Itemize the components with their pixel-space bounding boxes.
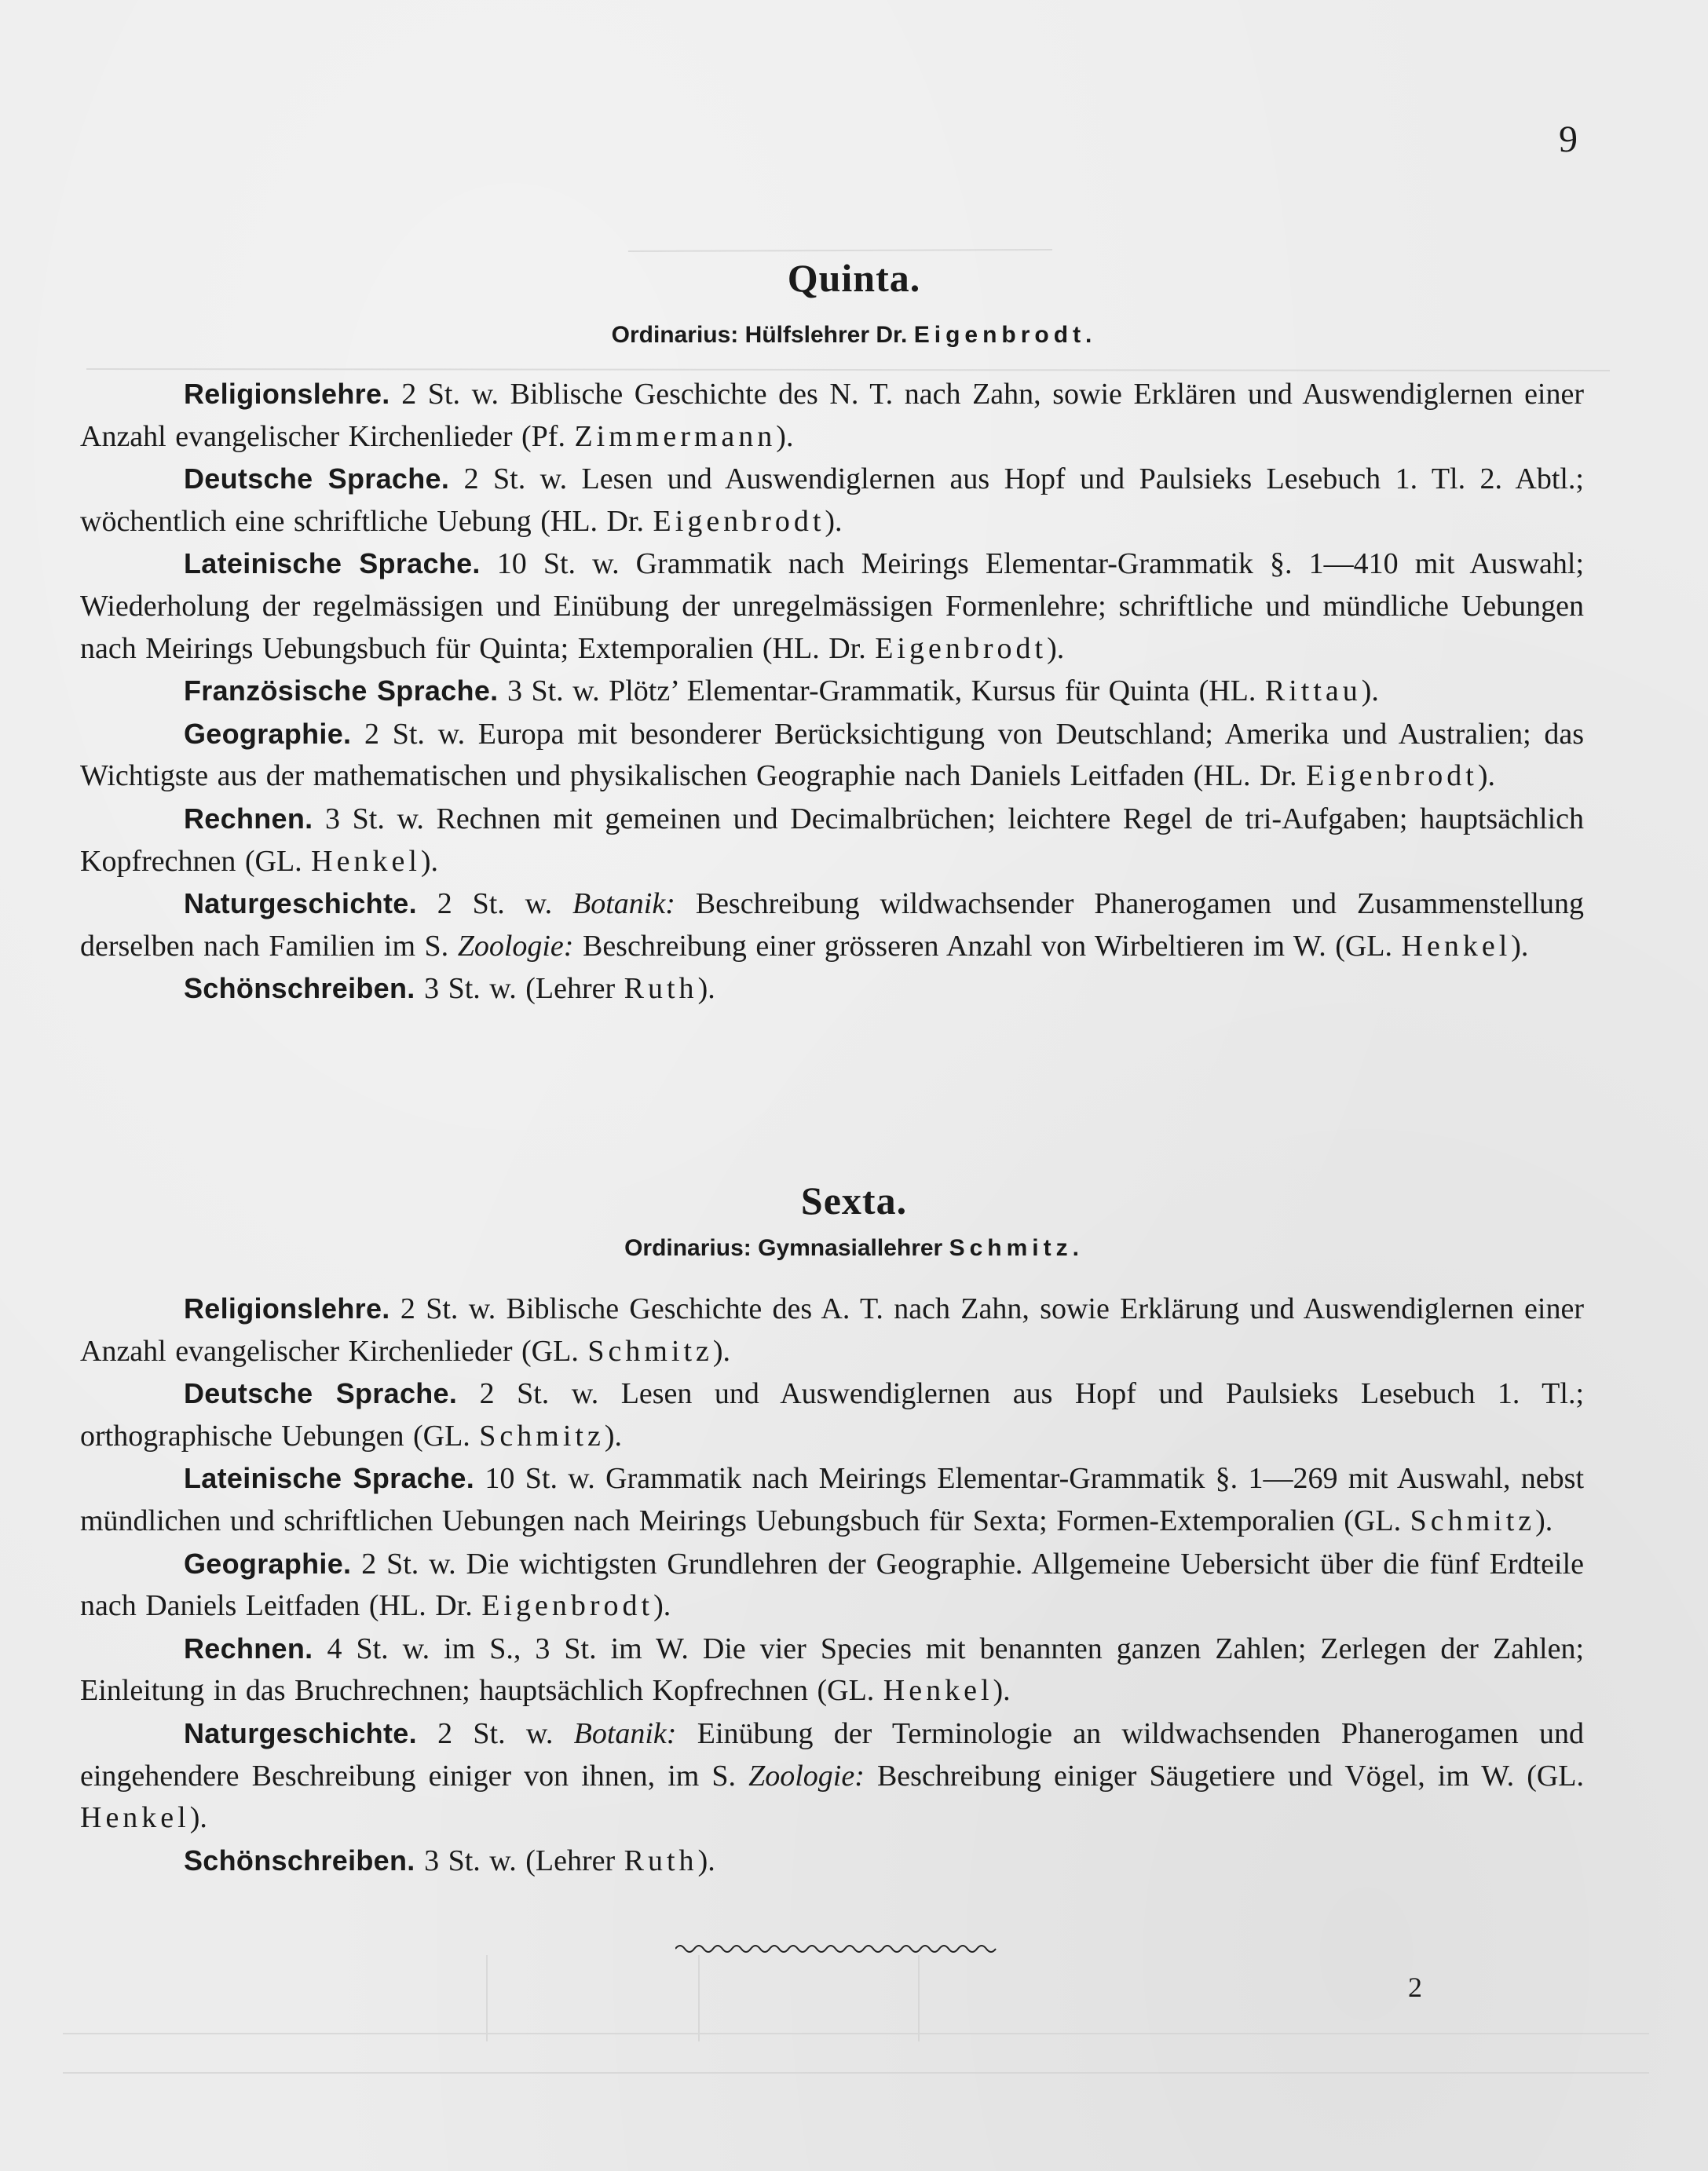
curriculum-paragraph <box>80 883 1584 967</box>
curriculum-paragraph <box>80 458 1584 543</box>
signature-mark: 2 <box>1408 1972 1422 2003</box>
paragraph-end: ). <box>1361 674 1379 708</box>
teacher-name: Eigenbrodt <box>875 631 1048 665</box>
italic-term: Botanik: <box>572 887 675 921</box>
paragraph-text: 3 St. w. Plötz’ Elementar-Grammatik, Kursus für Quinta (HL. <box>507 674 1256 708</box>
italic-term: Zoologie: <box>748 1759 865 1793</box>
paragraph-end: ). <box>1047 631 1065 665</box>
paragraph-text: 3 St. w. (Lehrer <box>424 1844 616 1877</box>
subject-heading: Geographie. <box>184 1547 352 1580</box>
teacher-name: Schmitz <box>587 1334 713 1368</box>
curriculum-paragraph <box>80 967 1584 1011</box>
paragraph-text: Beschreibung einiger Säugetiere und Vögel, im W. (GL. <box>876 1759 1584 1793</box>
ordinarius-sexta <box>0 1235 1708 1262</box>
paragraph-text: 2 St. w. Lesen und Auswendiglernen aus Hopf und Paulsieks Lesebuch 1. Tl. 2. Abtl.; wöchentlich eine schriftliche Uebung (HL. Dr. <box>80 462 1584 538</box>
paragraph-end: ). <box>189 1801 207 1835</box>
teacher-name: Eigenbrodt <box>1305 759 1478 793</box>
paragraph-end: ). <box>1511 929 1529 963</box>
italic-term: Botanik: <box>573 1716 677 1750</box>
teacher-name: Schmitz <box>1410 1504 1536 1537</box>
subject-heading: Schönschreiben. <box>184 972 415 1005</box>
curriculum-paragraph <box>80 798 1584 883</box>
sexta-curriculum <box>80 1288 1584 1882</box>
teacher-name: Henkel <box>883 1674 993 1708</box>
paragraph-end: ). <box>993 1674 1011 1708</box>
italic-term: Zoologie: <box>457 929 574 963</box>
subject-heading: Religionslehre. <box>184 378 390 410</box>
teacher-name: Schmitz <box>479 1419 605 1453</box>
paragraph-end: ). <box>776 419 794 453</box>
curriculum-paragraph <box>80 1457 1584 1542</box>
curriculum-paragraph <box>80 1628 1584 1712</box>
curriculum-paragraph <box>80 670 1584 713</box>
paragraph-text: 10 St. w. Grammatik nach Meirings Elementar-Grammatik §. 1—410 mit Auswahl; Wiederholung der regelmässigen und Einübung der unregelmässigen Formenlehre; schriftliche und mündliche Uebungen nach Meirings Uebungsbuch für Quinta; Extemporalien (HL. Dr. <box>80 547 1585 665</box>
section-title-sexta: Sexta. <box>800 1179 908 1223</box>
subject-heading: Deutsche Sprache. <box>184 462 450 495</box>
paragraph-end: ). <box>825 504 843 538</box>
subject-heading: Schönschreiben. <box>184 1844 415 1877</box>
paragraph-text: Beschreibung einer grösseren Anzahl von Wirbeltieren im W. (GL. <box>582 929 1393 963</box>
subject-heading: Naturgeschichte. <box>184 887 417 920</box>
wavy-divider-ornament <box>675 1943 997 1955</box>
curriculum-paragraph <box>80 1840 1584 1883</box>
paragraph-text-mid: Einübung der Terminologie an wildwachsenden Phanerogamen und eingehendere Beschreibung einiger von ihnen, im S. <box>80 1716 1585 1793</box>
subject-heading: Geographie. <box>184 717 352 750</box>
curriculum-paragraph <box>80 1288 1584 1372</box>
subject-heading: Französische Sprache. <box>184 674 499 707</box>
paragraph-text: 4 St. w. im S., 3 St. im W. Die vier Species mit benannten ganzen Zahlen; Zerlegen der Zahlen; Einleitung in das Bruchrechnen; hauptsächlich Kopfrechnen (GL. <box>80 1632 1585 1708</box>
curriculum-paragraph <box>80 373 1584 458</box>
teacher-name: Ruth <box>624 1844 698 1877</box>
curriculum-paragraph <box>80 1543 1584 1628</box>
teacher-name: Ruth <box>624 972 698 1006</box>
ordinarius-label: Ordinarius: <box>611 322 739 348</box>
ordinarius-label: Ordinarius: <box>624 1235 752 1261</box>
paragraph-text: 2 St. w. Biblische Geschichte des N. T. nach Zahn, sowie Erklären und Auswendiglernen einer Anzahl evangelischer Kirchenlieder (Pf. <box>80 378 1585 453</box>
teacher-name: Rittau <box>1264 674 1362 708</box>
paragraph-end: ). <box>712 1334 731 1368</box>
teacher-name: Eigenbrodt <box>481 1589 654 1623</box>
paragraph-end: ). <box>697 972 715 1006</box>
paragraph-text: 2 St. w. Die wichtigsten Grundlehren der Geographie. Allgemeine Uebersicht über die fünf Erdteile nach Daniels Leitfaden (HL. Dr. <box>80 1547 1585 1623</box>
paragraph-text: 3 St. w. (Lehrer <box>424 972 616 1006</box>
subject-heading: Deutsche Sprache. <box>184 1377 458 1410</box>
subject-heading: Naturgeschichte. <box>184 1716 417 1749</box>
teacher-name: Eigenbrodt <box>653 504 825 538</box>
teacher-name: Henkel <box>311 844 421 878</box>
ordinarius-surname: Schmitz. <box>949 1235 1084 1261</box>
ordinarius-name: Hülfslehrer Dr. <box>744 322 908 348</box>
paragraph-text: 10 St. w. Grammatik nach Meirings Elementar-Grammatik §. 1—269 mit Auswahl, nebst mündlichen und schriftlichen Uebungen nach Meirings Uebungsbuch für Sexta; Formen-Extemporalien (GL. <box>80 1462 1585 1537</box>
paragraph-end: ). <box>1535 1504 1553 1537</box>
paragraph-text: 2 St. w. Europa mit besonderer Berücksichtigung von Deutschland; Amerika und Australien; das Wichtigste aus der mathematischen und physikalischen Geographie nach Daniels Leitfaden (HL. Dr. <box>80 717 1584 793</box>
ordinarius-surname: Eigenbrodt. <box>913 322 1097 348</box>
paragraph-text-pre: 2 St. w. <box>437 1716 554 1750</box>
page-number: 9 <box>1559 119 1578 160</box>
quinta-curriculum <box>80 373 1584 1011</box>
paragraph-text: 3 St. w. Rechnen mit gemeinen und Decimalbrüchen; leichtere Regel de tri-Aufgaben; hauptsächlich Kopfrechnen (GL. <box>80 802 1585 878</box>
subject-heading: Religionslehre. <box>184 1292 390 1325</box>
teacher-name: Zimmermann <box>574 419 777 453</box>
paragraph-end: ). <box>653 1589 671 1623</box>
curriculum-paragraph <box>80 543 1584 670</box>
paragraph-text: 2 St. w. Lesen und Auswendiglernen aus Hopf und Paulsieks Lesebuch 1. Tl.; orthographische Uebungen (GL. <box>80 1377 1585 1453</box>
teacher-name: Henkel <box>1401 929 1512 963</box>
curriculum-paragraph <box>80 713 1584 798</box>
paragraph-text-mid: Beschreibung wildwachsender Phanerogamen und Zusammenstellung derselben nach Familien im S. <box>80 887 1584 963</box>
curriculum-paragraph <box>80 1712 1584 1840</box>
teacher-name: Henkel <box>80 1801 190 1835</box>
paragraph-end: ). <box>420 844 439 878</box>
subject-heading: Rechnen. <box>184 802 313 835</box>
subject-heading: Rechnen. <box>184 1632 313 1665</box>
paragraph-text: 2 St. w. Biblische Geschichte des A. T. nach Zahn, sowie Erklärung und Auswendiglernen einer Anzahl evangelischer Kirchenlieder (GL. <box>80 1292 1584 1368</box>
paragraph-end: ). <box>1477 759 1495 793</box>
curriculum-paragraph <box>80 1372 1584 1457</box>
subject-heading: Lateinische Sprache. <box>184 547 481 580</box>
ordinarius-name: Gymnasiallehrer <box>758 1235 943 1261</box>
subject-heading: Lateinische Sprache. <box>184 1462 475 1495</box>
section-title-quinta: Quinta. <box>787 256 921 300</box>
ordinarius-quinta <box>0 322 1708 349</box>
paragraph-text-pre: 2 St. w. <box>437 887 553 921</box>
paragraph-end: ). <box>697 1844 715 1877</box>
paragraph-end: ). <box>604 1419 622 1453</box>
